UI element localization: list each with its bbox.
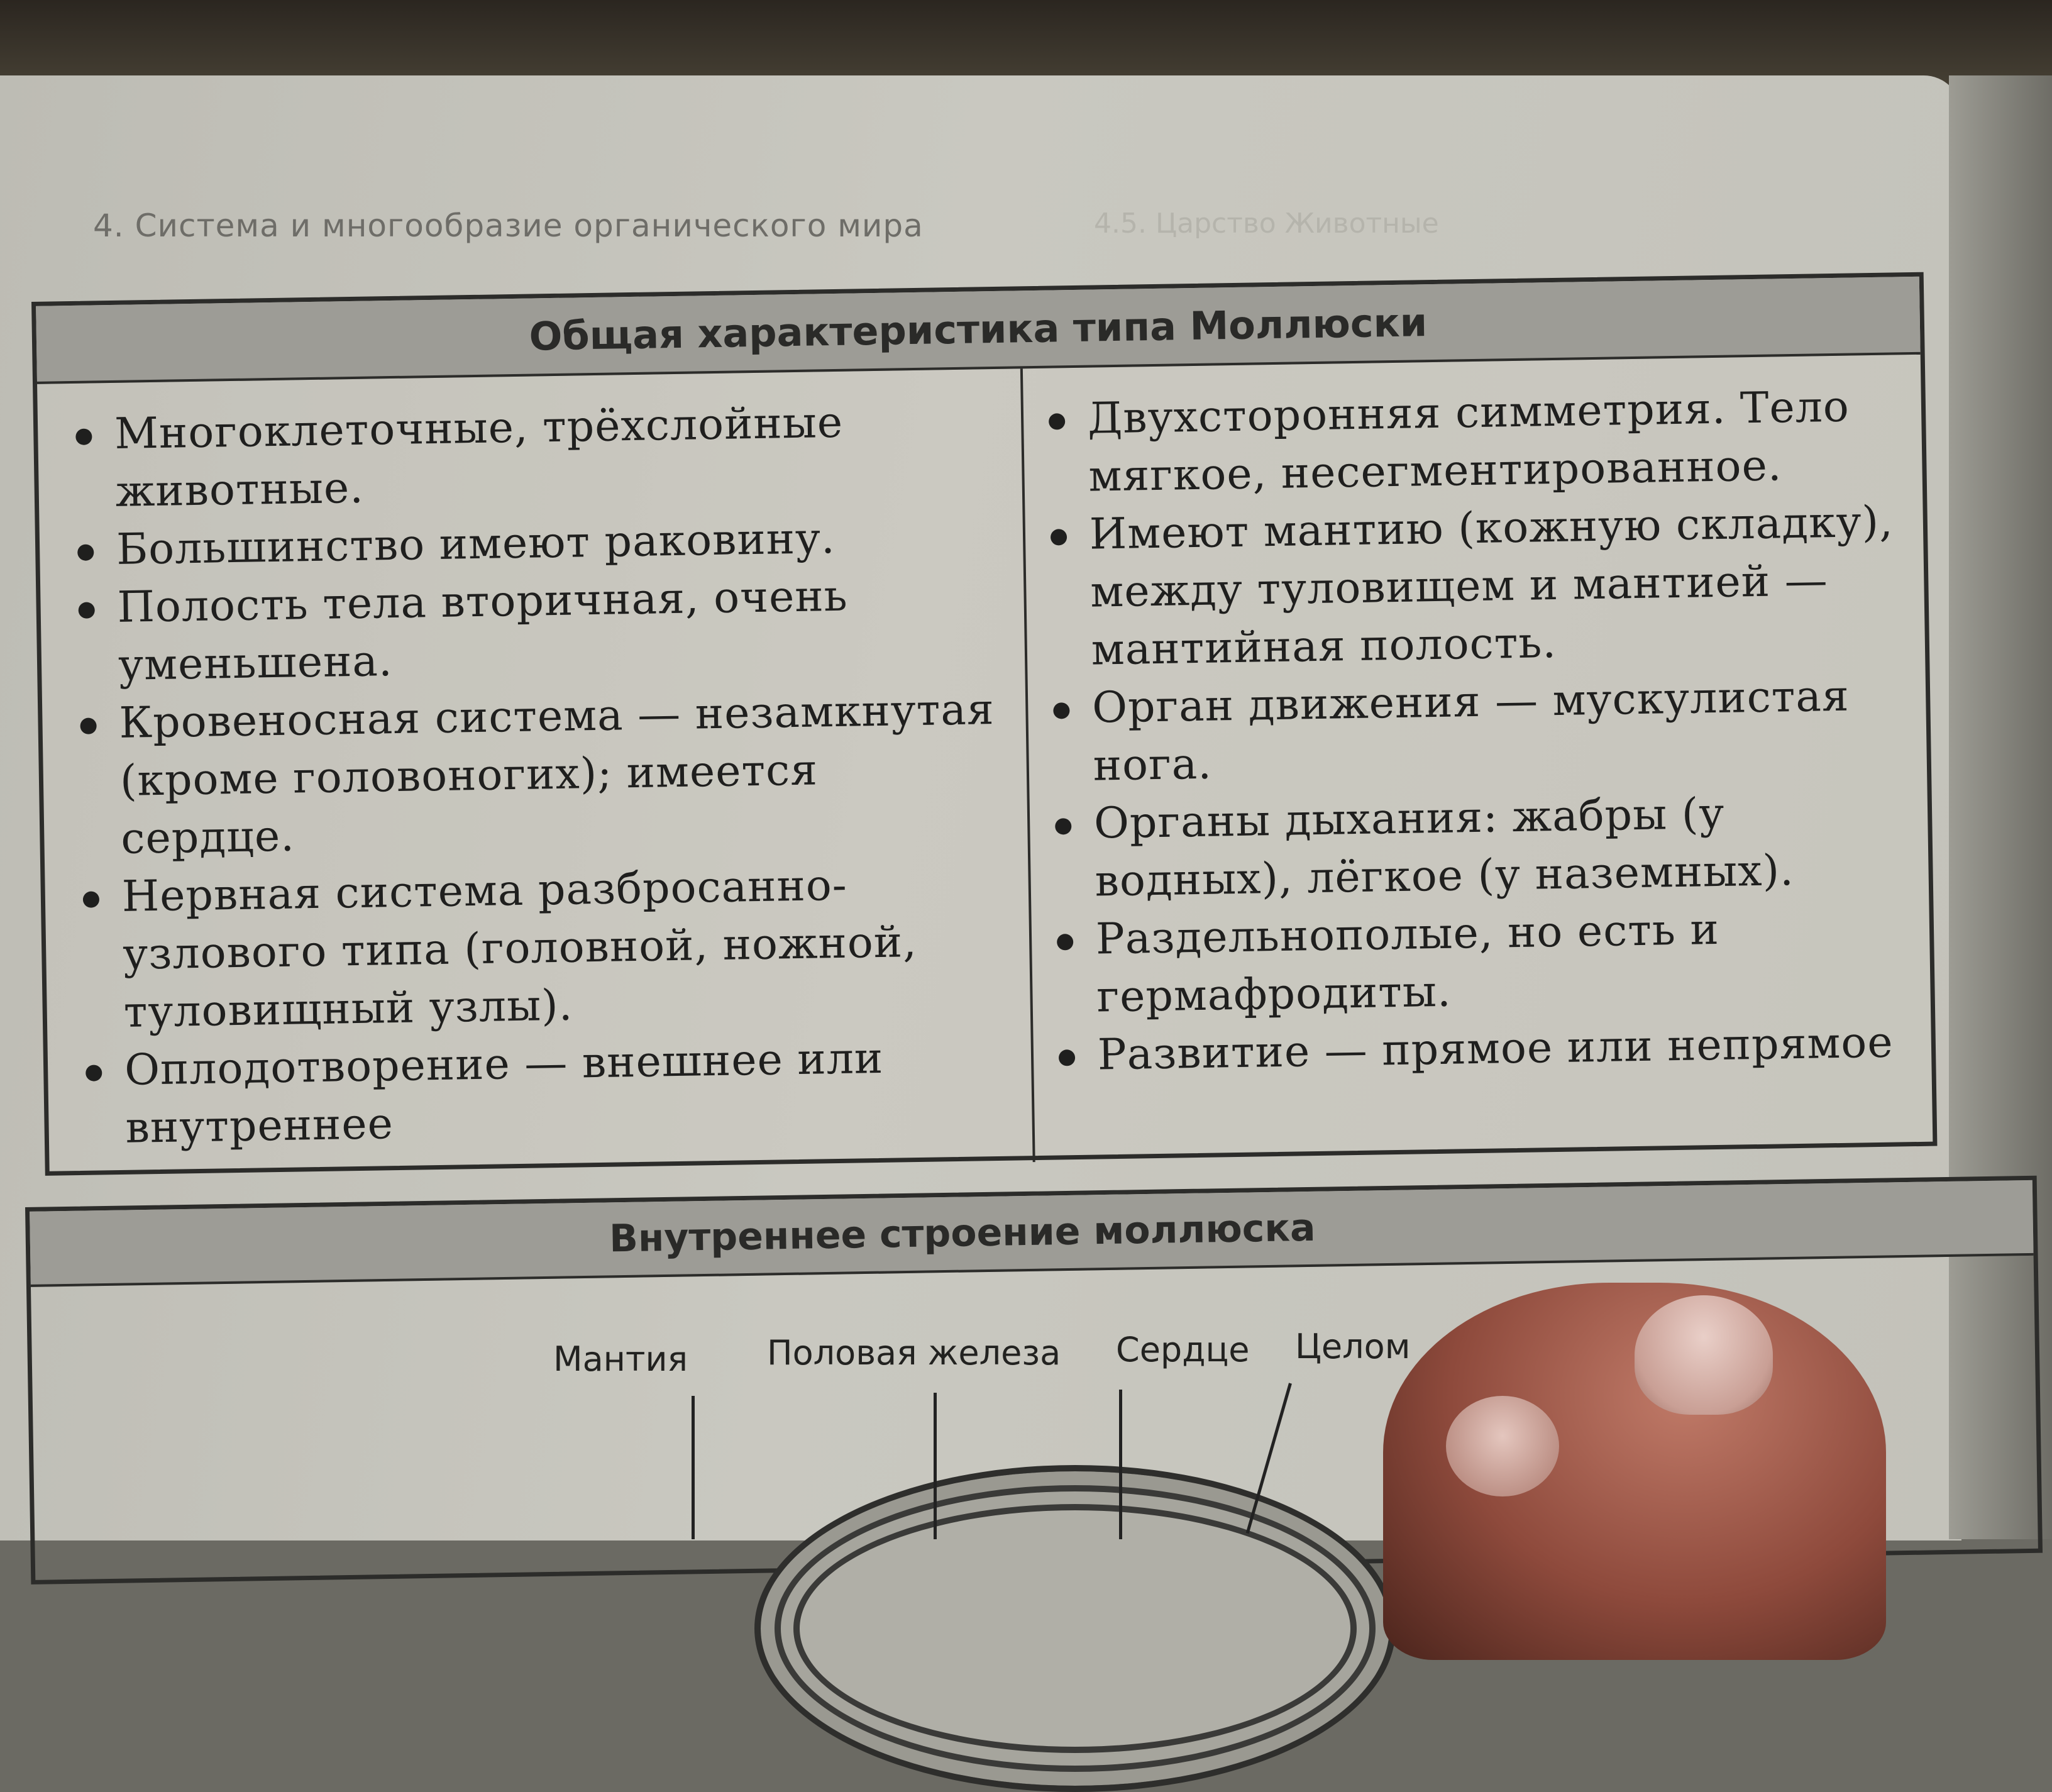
bullet-icon <box>1053 702 1069 719</box>
bullet-icon <box>79 602 95 618</box>
list-item: Органы дыхания: жабры (у водных), лёгкое (у наземных). <box>1054 782 1904 911</box>
list-item: Орган движения — мускулистая нога. <box>1053 666 1902 795</box>
bullet-icon <box>80 717 96 734</box>
list-item: Нервная система разбросанно-узлового типа (головной, ножной, туловищный узлы). <box>82 855 1005 1043</box>
bullet-icon <box>75 429 92 445</box>
list-item: Большинство имеют раковину. <box>77 507 998 580</box>
bullet-icon <box>1051 529 1067 545</box>
label-coelom: Целом <box>1295 1327 1411 1366</box>
bullet-icon <box>77 544 94 560</box>
label-mantle: Мантия <box>553 1339 688 1379</box>
list-item: Раздельнополые, но есть и гермафродиты. <box>1056 898 1906 1027</box>
list-item: Имеют мантию (кожную складку), между туловищем и мантией — мантийная полость. <box>1050 493 1900 680</box>
mollusc-shell-diagram <box>754 1465 1396 1792</box>
characteristics-table <box>31 272 1937 1176</box>
right-column <box>1023 355 1933 1162</box>
leader-line-mantle <box>692 1396 695 1539</box>
list-item: Полость тела вторичная, очень уменьшена. <box>78 565 1000 695</box>
list-item: Многоклеточные, трёхслойные животные. <box>75 392 998 522</box>
table-body <box>37 355 1933 1178</box>
list-item: Оплодотворение — внешнее или внутреннее <box>86 1028 1008 1158</box>
list-item: Двухсторонняя симметрия. Тело мягкое, несегментированное. <box>1048 377 1897 506</box>
left-column <box>37 368 1035 1177</box>
bullet-icon <box>86 1065 102 1081</box>
bullet-icon <box>1059 1049 1075 1066</box>
label-heart: Сердце <box>1116 1330 1250 1369</box>
table-title: Общая характеристика типа Моллюски <box>529 299 1428 360</box>
list-item: Развитие — прямое или непрямое <box>1058 1014 1906 1085</box>
fingernail <box>1446 1396 1559 1496</box>
bleed-through-text: 4.5. Царство Животные <box>1094 207 1439 240</box>
label-gonad: Половая железа <box>767 1333 1061 1373</box>
table-title: Внутреннее строение моллюска <box>609 1205 1316 1261</box>
fingernail <box>1635 1295 1773 1415</box>
bullet-icon <box>1057 934 1073 950</box>
leader-line-gonad <box>934 1393 937 1539</box>
leader-line-heart <box>1119 1390 1122 1539</box>
bullet-icon <box>1055 818 1071 834</box>
bullet-icon <box>1049 413 1065 429</box>
chapter-header: 4. Система и многообразие органического мира <box>93 207 924 244</box>
bullet-icon <box>83 891 99 907</box>
list-item: Кровеносная система — незамкнутая (кроме головоногих); имеется сердце. <box>80 681 1003 869</box>
